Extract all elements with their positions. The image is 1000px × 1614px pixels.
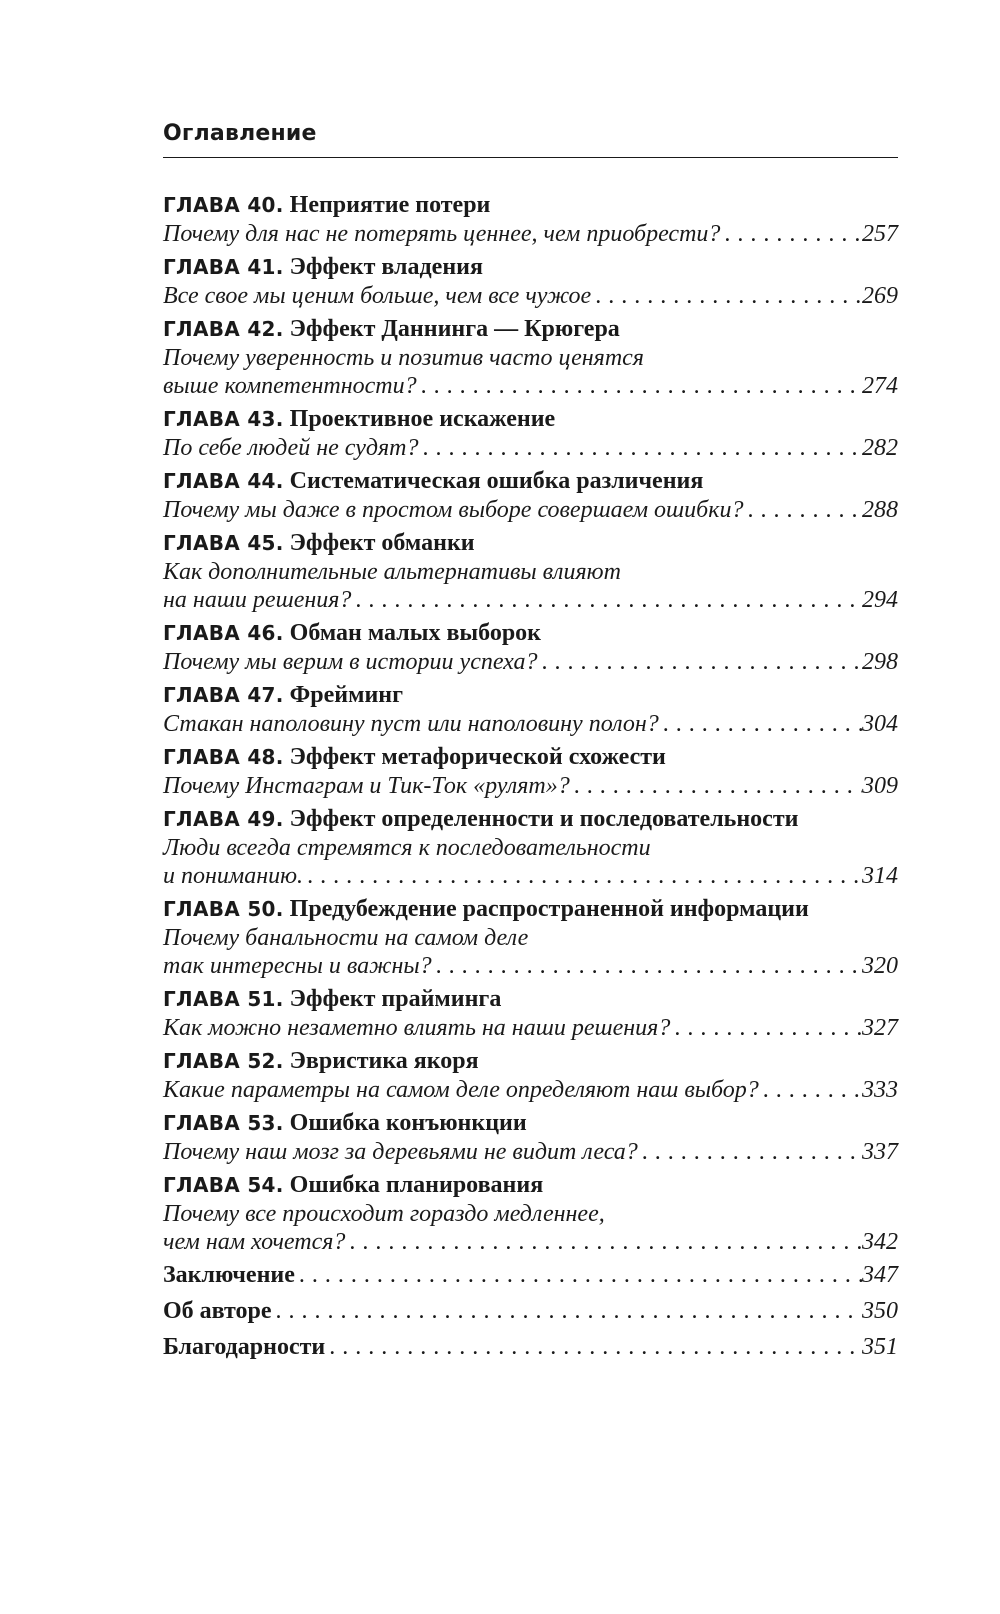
page-number: 327 xyxy=(862,1015,898,1041)
chapter-heading xyxy=(163,805,898,834)
chapter-heading xyxy=(163,619,898,648)
dot-leader xyxy=(538,648,862,676)
chapter-subtitle-with-page xyxy=(163,1014,898,1042)
dot-leader xyxy=(670,1014,862,1042)
page-number: 288 xyxy=(862,497,898,523)
toc-entry xyxy=(163,1047,898,1104)
chapter-subtitle-with-page xyxy=(163,496,898,524)
chapter-heading xyxy=(163,405,898,434)
chapter-heading xyxy=(163,315,898,344)
dot-leader xyxy=(272,1297,862,1326)
chapter-title: Ошибка планирования xyxy=(289,1172,544,1198)
chapter-heading xyxy=(163,743,898,772)
toc-entry xyxy=(163,253,898,310)
chapter-heading xyxy=(163,681,898,710)
table-of-contents xyxy=(163,191,898,1369)
chapter-number: ГЛАВА 44. xyxy=(163,469,284,493)
chapter-number: ГЛАВА 41. xyxy=(163,255,284,279)
chapter-number: ГЛАВА 54. xyxy=(163,1173,284,1197)
toc-entry xyxy=(163,529,898,614)
chapter-subtitle-line: Почему все происходит гораздо медленнее, xyxy=(163,1201,605,1227)
page-number: 337 xyxy=(862,1139,898,1165)
chapter-subtitle-line: Почему мы верим в истории успеха? xyxy=(163,649,538,675)
back-matter-entry xyxy=(163,1297,898,1326)
chapter-subtitle-line: Почему Инстаграм и Тик-Ток «рулят»? xyxy=(163,773,570,799)
back-matter-title: Об авторе xyxy=(163,1298,272,1324)
back-matter-title: Заключение xyxy=(163,1262,295,1288)
chapter-number: ГЛАВА 50. xyxy=(163,897,284,921)
dot-leader xyxy=(295,1261,862,1290)
chapter-subtitle-with-page xyxy=(163,434,898,462)
toc-entry xyxy=(163,743,898,800)
chapter-number: ГЛАВА 47. xyxy=(163,683,284,707)
chapter-title: Проективное искажение xyxy=(289,406,556,432)
chapter-heading xyxy=(163,191,898,220)
chapter-number: ГЛАВА 51. xyxy=(163,987,284,1011)
chapter-title: Ошибка конъюнкции xyxy=(289,1110,527,1136)
page-number: 294 xyxy=(862,587,898,613)
chapter-subtitle-line: Все свое мы ценим больше, чем все чужое xyxy=(163,283,592,309)
back-matter-entry xyxy=(163,1333,898,1362)
chapter-subtitle-with-page xyxy=(163,862,898,890)
chapter-subtitle-line: Какие параметры на самом деле определяют наш выбор? xyxy=(163,1077,759,1103)
toc-entry xyxy=(163,985,898,1042)
page-number: 314 xyxy=(862,863,898,889)
running-head: Оглавление xyxy=(163,121,317,146)
chapter-subtitle-with-page xyxy=(163,1228,898,1256)
dot-leader xyxy=(743,496,862,524)
chapter-subtitle-with-page xyxy=(163,952,898,980)
back-matter-list xyxy=(163,1261,898,1362)
chapter-subtitle-with-page xyxy=(163,710,898,738)
dot-leader xyxy=(432,952,862,980)
dot-leader xyxy=(303,862,862,890)
chapter-heading xyxy=(163,467,898,496)
page-number: 269 xyxy=(862,283,898,309)
chapter-heading xyxy=(163,529,898,558)
chapter-heading xyxy=(163,1109,898,1138)
chapter-title: Эффект обманки xyxy=(289,530,475,556)
chapter-subtitle-line: Почему банальности на самом деле xyxy=(163,925,529,951)
page-number: 282 xyxy=(862,435,898,461)
dot-leader xyxy=(325,1333,862,1362)
page-number: 309 xyxy=(862,773,898,799)
page-number: 351 xyxy=(862,1334,898,1360)
chapter-title: Фрейминг xyxy=(289,682,403,708)
chapter-subtitle-line: По себе людей не судят? xyxy=(163,435,419,461)
chapter-title: Предубеждение распространенной информации xyxy=(289,896,809,922)
chapter-subtitle-with-page xyxy=(163,648,898,676)
toc-entry xyxy=(163,467,898,524)
chapter-heading xyxy=(163,1171,898,1200)
back-matter-entry xyxy=(163,1261,898,1290)
chapter-title: Эффект Даннинга — Крюгера xyxy=(289,316,620,342)
chapter-subtitle-line: Люди всегда стремятся к последовательности xyxy=(163,835,651,861)
chapter-heading xyxy=(163,1047,898,1076)
dot-leader xyxy=(417,372,862,400)
chapter-number: ГЛАВА 48. xyxy=(163,745,284,769)
chapter-subtitle-line: чем нам хочется? xyxy=(163,1229,346,1255)
chapter-number: ГЛАВА 40. xyxy=(163,193,284,217)
toc-entry xyxy=(163,1171,898,1256)
toc-entry xyxy=(163,315,898,400)
toc-entry xyxy=(163,619,898,676)
dot-leader xyxy=(418,434,862,462)
chapter-subtitle-with-page xyxy=(163,282,898,310)
chapter-list xyxy=(163,191,898,1256)
dot-leader xyxy=(759,1076,862,1104)
page-number: 342 xyxy=(862,1229,898,1255)
dot-leader xyxy=(659,710,862,738)
chapter-heading xyxy=(163,895,898,924)
toc-entry xyxy=(163,191,898,248)
chapter-title: Систематическая ошибка различения xyxy=(289,468,704,494)
chapter-number: ГЛАВА 43. xyxy=(163,407,284,431)
dot-leader xyxy=(591,282,862,310)
chapter-title: Эффект определенности и последовательности xyxy=(289,806,799,832)
back-matter-title: Благодарности xyxy=(163,1334,326,1360)
chapter-subtitle-with-page xyxy=(163,1076,898,1104)
page-number: 274 xyxy=(862,373,898,399)
toc-entry xyxy=(163,681,898,738)
chapter-heading xyxy=(163,985,898,1014)
chapter-subtitle-line: и пониманию. xyxy=(163,863,304,889)
chapter-number: ГЛАВА 46. xyxy=(163,621,284,645)
chapter-subtitle-with-page xyxy=(163,1138,898,1166)
dot-leader xyxy=(638,1138,862,1166)
toc-entry xyxy=(163,805,898,890)
chapter-subtitle-line: Почему мы даже в простом выборе совершаем ошибки? xyxy=(163,497,744,523)
chapter-subtitle-line: выше компетентности? xyxy=(163,373,417,399)
dot-leader xyxy=(345,1228,862,1256)
chapter-title: Эвристика якоря xyxy=(289,1048,479,1074)
chapter-subtitle-with-page xyxy=(163,372,898,400)
chapter-subtitle-with-page xyxy=(163,220,898,248)
chapter-title: Эффект прайминга xyxy=(289,986,502,1012)
chapter-title: Обман малых выборок xyxy=(289,620,542,646)
chapter-title: Эффект метафорической схожести xyxy=(289,744,666,770)
page-number: 320 xyxy=(862,953,898,979)
toc-entry xyxy=(163,895,898,980)
chapter-subtitle-with-page xyxy=(163,586,898,614)
dot-leader xyxy=(570,772,862,800)
chapter-title: Эффект владения xyxy=(289,254,483,280)
toc-entry xyxy=(163,1109,898,1166)
chapter-subtitle-line: Как можно незаметно влиять на наши решения? xyxy=(163,1015,671,1041)
chapter-number: ГЛАВА 53. xyxy=(163,1111,284,1135)
chapter-subtitle-line: Почему уверенность и позитив часто ценятся xyxy=(163,345,644,371)
chapter-number: ГЛАВА 49. xyxy=(163,807,284,831)
chapter-number: ГЛАВА 42. xyxy=(163,317,284,341)
page-number: 257 xyxy=(862,221,898,247)
page-number: 304 xyxy=(862,711,898,737)
header-rule xyxy=(163,157,898,158)
chapter-subtitle-with-page xyxy=(163,772,898,800)
chapter-subtitle-line: Почему для нас не потерять ценнее, чем приобрести? xyxy=(163,221,721,247)
page-number: 347 xyxy=(862,1262,898,1288)
page-number: 350 xyxy=(862,1298,898,1324)
chapter-title: Неприятие потери xyxy=(289,192,491,218)
dot-leader xyxy=(351,586,862,614)
chapter-subtitle-line: Как дополнительные альтернативы влияют xyxy=(163,559,621,585)
page-number: 298 xyxy=(862,649,898,675)
page-number: 333 xyxy=(862,1077,898,1103)
chapter-subtitle-line: Почему наш мозг за деревьями не видит леса? xyxy=(163,1139,638,1165)
chapter-subtitle-line: на наши решения? xyxy=(163,587,352,613)
chapter-subtitle-line: Стакан наполовину пуст или наполовину полон? xyxy=(163,711,659,737)
dot-leader xyxy=(720,220,862,248)
chapter-number: ГЛАВА 45. xyxy=(163,531,284,555)
toc-entry xyxy=(163,405,898,462)
chapter-number: ГЛАВА 52. xyxy=(163,1049,284,1073)
chapter-heading xyxy=(163,253,898,282)
chapter-subtitle-line: так интересны и важны? xyxy=(163,953,432,979)
